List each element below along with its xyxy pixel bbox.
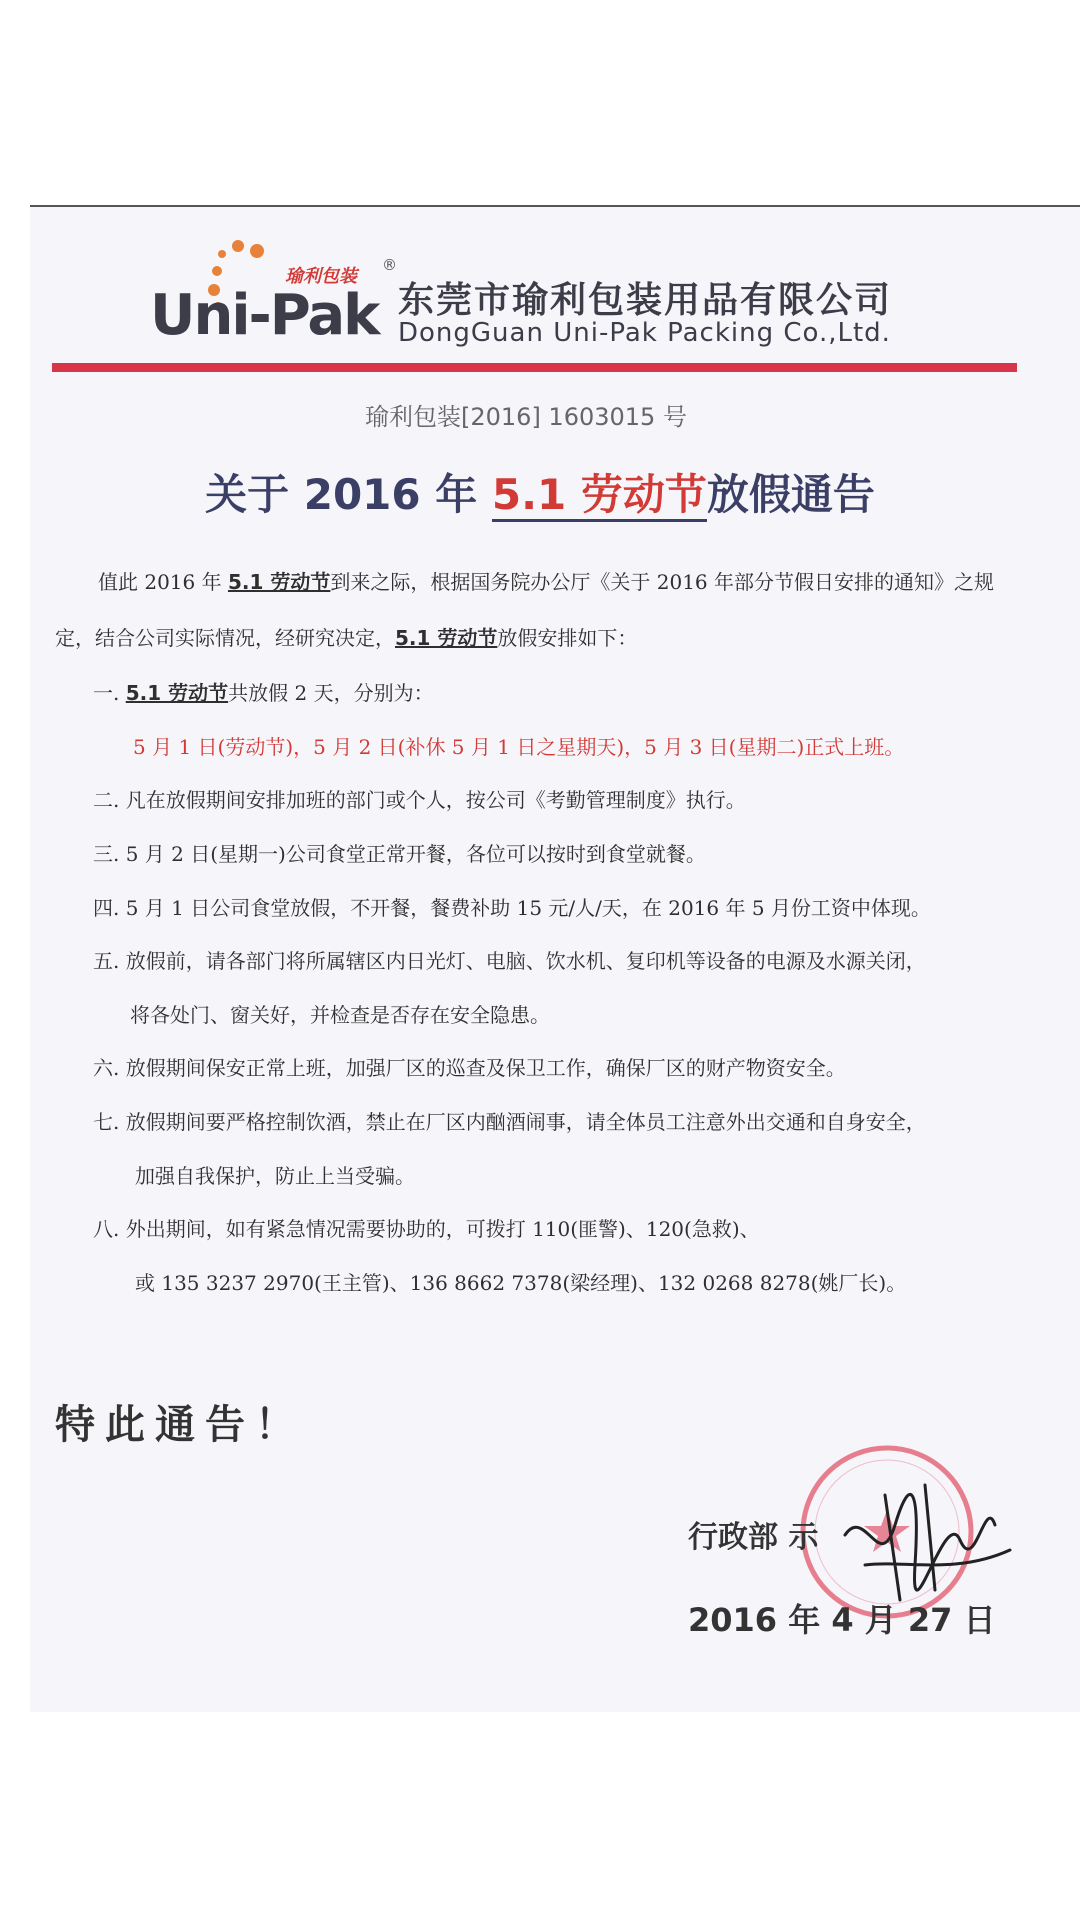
company-name-en: DongGuan Uni-Pak Packing Co.,Ltd.	[398, 318, 891, 348]
item-8-line-1: 八. 外出期间，如有紧急情况需要协助的，可拨打 110(匪警)、120(急救)、	[93, 1217, 760, 1241]
document-title	[0, 462, 1080, 522]
item-4: 四. 5 月 1 日公司食堂放假，不开餐，餐费补助 15 元/人/天，在 2016 年 5 月份工资中体现。	[93, 896, 931, 920]
item-5-line-1: 五. 放假前，请各部门将所属辖区内日光灯、电脑、饮水机、复印机等设备的电源及水源关闭，	[93, 949, 926, 973]
item-1-schedule: 5 月 1 日(劳动节)，5 月 2 日(补休 5 月 1 日之星期天)，5 月 3 日(星期二)正式上班。	[133, 735, 905, 759]
header-rule	[52, 363, 1017, 372]
item-text: 共放假 2 天，分别为：	[228, 681, 434, 705]
intro-line-2	[55, 622, 637, 651]
item-6: 六. 放假期间保安正常上班，加强厂区的巡查及保卫工作，确保厂区的财产物资安全。	[93, 1056, 846, 1080]
item-8-line-2: 或 135 3237 2970(王主管)、136 8662 7378(梁经理)、132 0268 8278(姚厂长)。	[135, 1271, 907, 1295]
title-prefix: 关于 2016 年	[205, 470, 492, 519]
intro-text: 放假安排如下：	[497, 626, 638, 650]
item-2: 二. 凡在放假期间安排加班的部门或个人，按公司《考勤管理制度》执行。	[93, 788, 746, 812]
document-number: 瑜利包装[2016] 1603015 号	[365, 403, 687, 431]
brand-cn: 瑜利包装	[285, 266, 357, 287]
intro-text: 值此 2016 年	[98, 570, 228, 594]
item-5-line-2: 将各处门、窗关好，并检查是否存在安全隐患。	[130, 1003, 550, 1027]
brand-en-logo: Uni-Pak	[150, 283, 379, 348]
title-suffix: 放假通告	[706, 470, 875, 519]
item-holiday-underlined: 5.1 劳动节	[125, 681, 229, 705]
intro-text: 定，结合公司实际情况，经研究决定，	[55, 626, 395, 650]
intro-holiday-underlined: 5.1 劳动节	[227, 570, 331, 594]
registered-mark: ®	[382, 256, 397, 274]
item-1	[93, 677, 434, 706]
handwritten-signature	[825, 1465, 1015, 1615]
item-3: 三. 5 月 2 日(星期一)公司食堂正常开餐，各位可以按时到食堂就餐。	[93, 842, 706, 866]
intro-text: 到来之际，根据国务院办公厅《关于 2016 年部分节假日安排的通知》之规	[330, 570, 995, 594]
title-highlight: 5.1 劳动节	[492, 470, 707, 522]
intro-holiday-underlined: 5.1 劳动节	[395, 626, 498, 650]
issuing-department: 行政部 示	[688, 1520, 819, 1555]
closing-notice: 特此通告！	[55, 1402, 305, 1448]
intro-line-1	[98, 566, 994, 595]
item-7-line-2: 加强自我保护，防止上当受骗。	[135, 1164, 415, 1188]
item-number: 一.	[93, 681, 120, 705]
issue-date: 2016 年 4 月 27 日	[688, 1601, 996, 1639]
company-name-cn: 东莞市瑜利包装用品有限公司	[398, 280, 893, 321]
item-7-line-1: 七. 放假期间要严格控制饮酒，禁止在厂区内酗酒闹事，请全体员工注意外出交通和自身安全，	[93, 1110, 926, 1134]
